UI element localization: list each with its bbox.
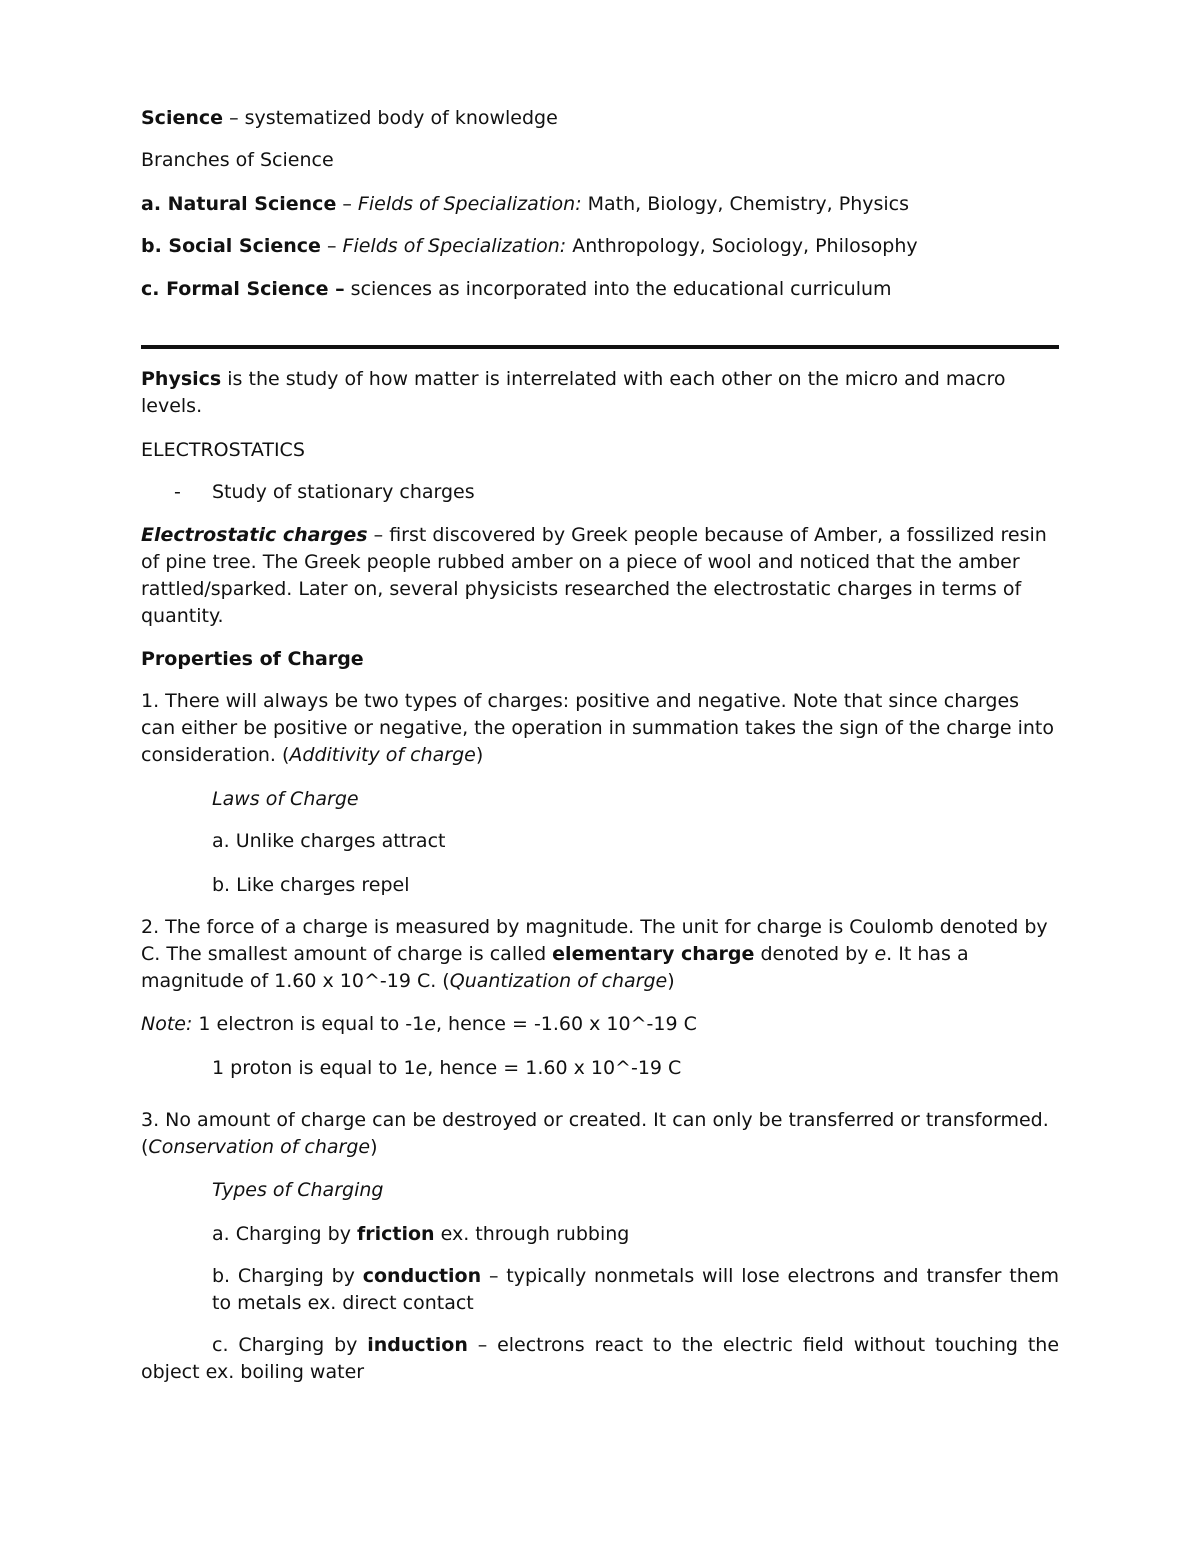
branches-heading: Branches of Science <box>141 149 334 171</box>
branch-natural-science: a. Natural Science – Fields of Specialization: Math, Biology, Chemistry, Physics <box>141 193 910 215</box>
law-b: b. Like charges repel <box>212 874 410 896</box>
note-line-proton: 1 proton is equal to 1e, hence = 1.60 x 10^-19 C <box>212 1057 682 1079</box>
property-1: 1. There will always be two types of charges: positive and negative. Note that since charges can either be positive or negative, the operation in summation takes the sign of the charge into consideration. (Additivity of charge) <box>141 690 1055 766</box>
types-heading: Types of Charging <box>212 1179 384 1201</box>
branch-formal-science: c. Formal Science – sciences as incorporated into the educational curriculum <box>141 278 892 300</box>
type-conduction: b. Charging by conduction – typically nonmetals will lose electrons and transfer them to metals ex. direct contact <box>212 1265 1059 1314</box>
laws-heading: Laws of Charge <box>212 788 359 810</box>
type-friction: a. Charging by friction ex. through rubbing <box>212 1223 630 1245</box>
property-2: 2. The force of a charge is measured by magnitude. The unit for charge is Coulomb denoted by C. The smallest amount of charge is called elementary charge denoted by e. It has a magnitude of 1.60 x 10^-19 C. (Quantization of charge) <box>141 916 1048 992</box>
bullet-dash: - <box>174 481 181 503</box>
bullet-stationary-charges: Study of stationary charges <box>212 481 475 503</box>
type-induction: c. Charging by induction – electrons react to the electric field without touching the object ex. boiling water <box>141 1334 1060 1383</box>
note-line-electron: Note: 1 electron is equal to -1e, hence = -1.60 x 10^-19 C <box>141 1013 697 1035</box>
physics-term: Physics <box>141 368 222 390</box>
electrostatics-heading: ELECTROSTATICS <box>141 439 305 461</box>
branch-social-science: b. Social Science – Fields of Specialization: Anthropology, Sociology, Philosophy <box>141 235 918 257</box>
science-term: Science <box>141 107 224 129</box>
law-a: a. Unlike charges attract <box>212 830 446 852</box>
science-definition: Science – systematized body of knowledge <box>141 107 558 129</box>
electrostatic-charges-paragraph: Electrostatic charges – first discovered by Greek people because of Amber, a fossilized resin of pine tree. The Greek people rubbed amber on a piece of wool and noticed that the amber rattled/sparked. Later on, several physicists researched the electrostatic charges in terms of quantity. <box>141 524 1047 627</box>
physics-definition: Physics is the study of how matter is interrelated with each other on the micro and macro levels. <box>141 368 1006 417</box>
section-divider <box>141 345 1059 349</box>
properties-heading: Properties of Charge <box>141 648 364 670</box>
property-3: 3. No amount of charge can be destroyed or created. It can only be transferred or transformed. (Conservation of charge) <box>141 1109 1049 1158</box>
electrostatic-charges-term: Electrostatic charges <box>141 524 368 546</box>
